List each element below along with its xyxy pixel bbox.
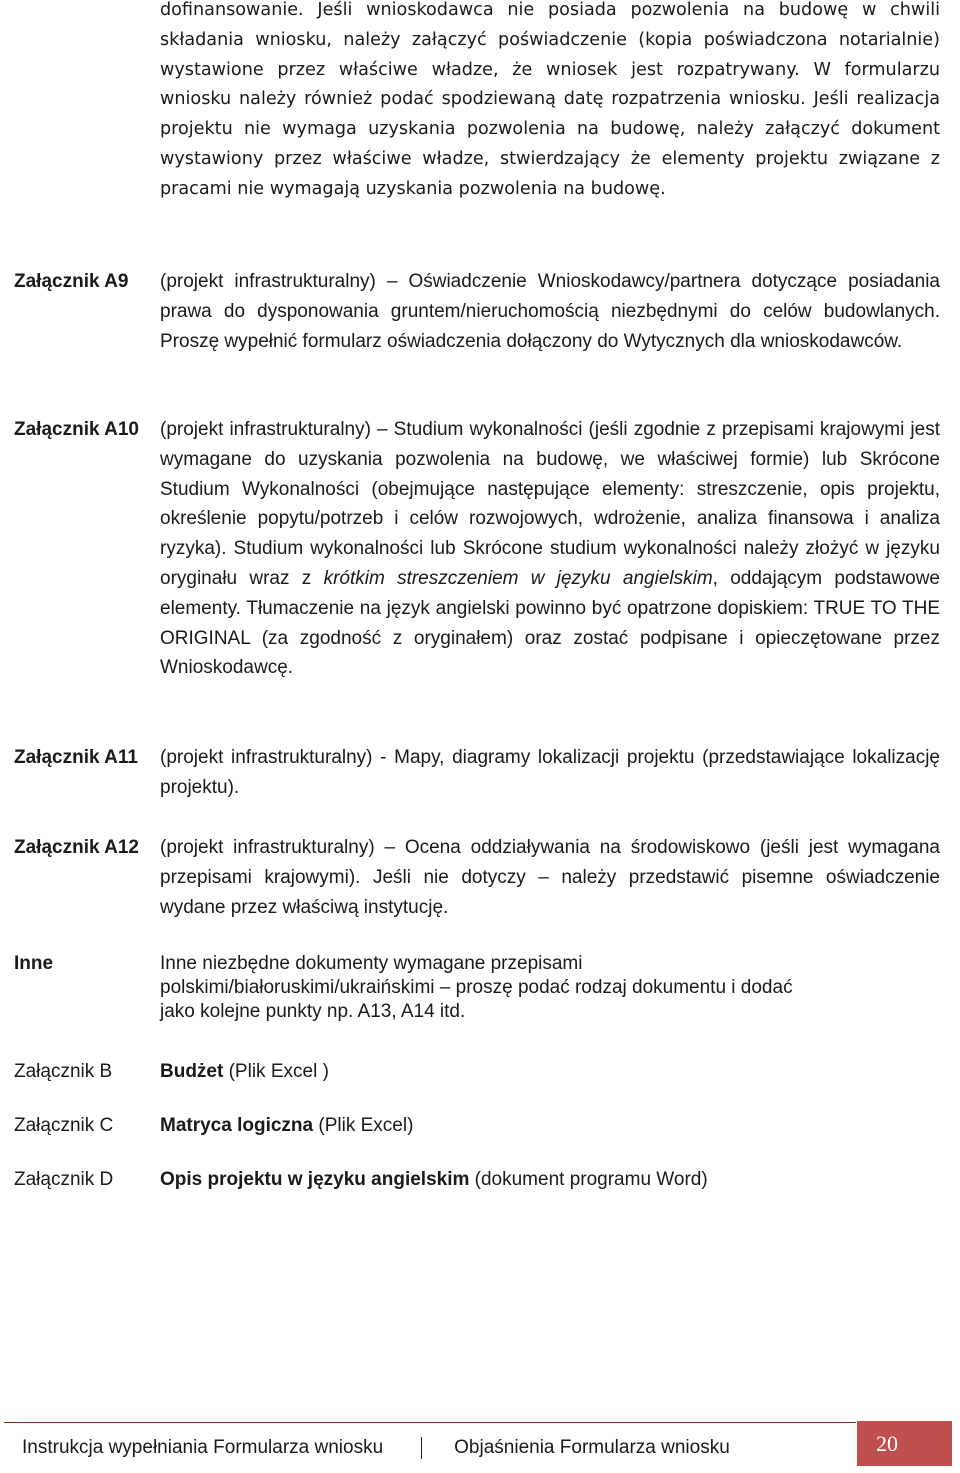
footer-right-title: Objaśnienia Formularza wniosku	[454, 1437, 730, 1458]
attachment-description	[160, 1057, 940, 1087]
footer-separator	[421, 1437, 422, 1459]
description-text: (projekt infrastrukturalny) – Studium wykonalności (jeśli zgodnie z przepisami krajowymi jest wymagane do uzyskania pozwolenia na budowę, we właściwej formie) lub Skrócone Studium Wykonalności (obejmujące następujące elementy: streszczenie, opis projektu, określenie popytu/potrzeb i celów rozwojowych, wdrożenie, analiza finansowa i analiza ryzyka). Studium wykonalności lub Skrócone studium wykonalności należy złożyć w języku oryginału wraz z	[160, 419, 940, 589]
attachment-label: Załącznik A12	[14, 837, 139, 858]
description-italic: krótkim streszczeniem w języku angielskim	[323, 567, 713, 589]
description-text: (Plik Excel )	[223, 1061, 329, 1082]
description-line: jako kolejne punkty np. A13, A14 itd.	[160, 1001, 466, 1022]
attachment-label: Załącznik D	[14, 1169, 114, 1190]
intro-paragraph: dofinansowanie. Jeśli wnioskodawca nie posiada pozwolenia na budowę w chwili składania wniosku, należy załączyć poświadczenie (kopia poświadczona notarialnie) wystawione przez właściwe władze, że wniosek jest rozpatrywany. W formularzu wniosku należy również podać spodziewaną datę rozpatrzenia wniosku. Jeśli realizacja projektu nie wymaga uzyskania pozwolenia na budowę, należy załączyć dokument wystawiony przez właściwe władze, stwierdzający że elementy projektu związane z pracami nie wymagają uzyskania pozwolenia na budowę.	[160, 0, 940, 199]
attachment-description	[160, 415, 940, 683]
attachment-label: Załącznik B	[14, 1061, 113, 1082]
attachment-label: Inne	[14, 953, 54, 974]
description-text: , oddającym podstawowe elementy. Tłumaczenie na język angielski powinno być opatrzone dopiskiem: TRUE TO THE ORIGINAL (za zgodność z oryginałem) oraz zostać podpisane i opieczętowane przez Wnioskodawcę.	[160, 567, 940, 679]
footer-title	[22, 1436, 730, 1460]
page-number-box	[857, 1421, 952, 1466]
description-bold: Budżet	[160, 1061, 224, 1082]
attachment-description	[160, 1111, 940, 1141]
attachment-description: (projekt infrastrukturalny) – Ocena oddziaływania na środowiskowo (jeśli jest wymagana przepisami krajowymi). Jeśli nie dotyczy – należy przedstawić pisemne oświadczenie wydane przez właściwą instytucję.	[160, 837, 940, 918]
attachment-description	[160, 1165, 940, 1195]
description-text: (Plik Excel)	[313, 1115, 414, 1136]
attachment-label: Załącznik A10	[14, 419, 139, 440]
attachment-label: Załącznik C	[14, 1115, 114, 1136]
description-text: (dokument programu Word)	[469, 1169, 708, 1190]
page-number: 20	[876, 1431, 898, 1456]
description-bold: Opis projektu w języku angielskim	[160, 1169, 470, 1190]
description-line: Inne niezbędne dokumenty wymagane przepisami	[160, 953, 583, 974]
description-bold: Matryca logiczna	[160, 1115, 314, 1136]
attachment-label: Załącznik A9	[14, 271, 129, 292]
page-footer	[0, 1418, 960, 1473]
footer-rule	[4, 1422, 856, 1423]
attachment-label: Załącznik A11	[14, 747, 138, 768]
attachment-description	[160, 952, 940, 1024]
footer-left-title: Instrukcja wypełniania Formularza wniosku	[22, 1437, 384, 1458]
attachment-description: (projekt infrastrukturalny) – Oświadczenie Wnioskodawcy/partnera dotyczące posiadania prawa do dysponowania gruntem/nieruchomością niezbędnymi do celów budowlanych. Proszę wypełnić formularz oświadczenia dołączony do Wytycznych dla wnioskodawców.	[160, 271, 940, 352]
description-line: polskimi/białoruskimi/ukraińskimi – proszę podać rodzaj dokumentu i dodać	[160, 977, 793, 998]
attachment-description: (projekt infrastrukturalny) - Mapy, diagramy lokalizacji projektu (przedstawiające lokalizację projektu).	[160, 747, 940, 798]
